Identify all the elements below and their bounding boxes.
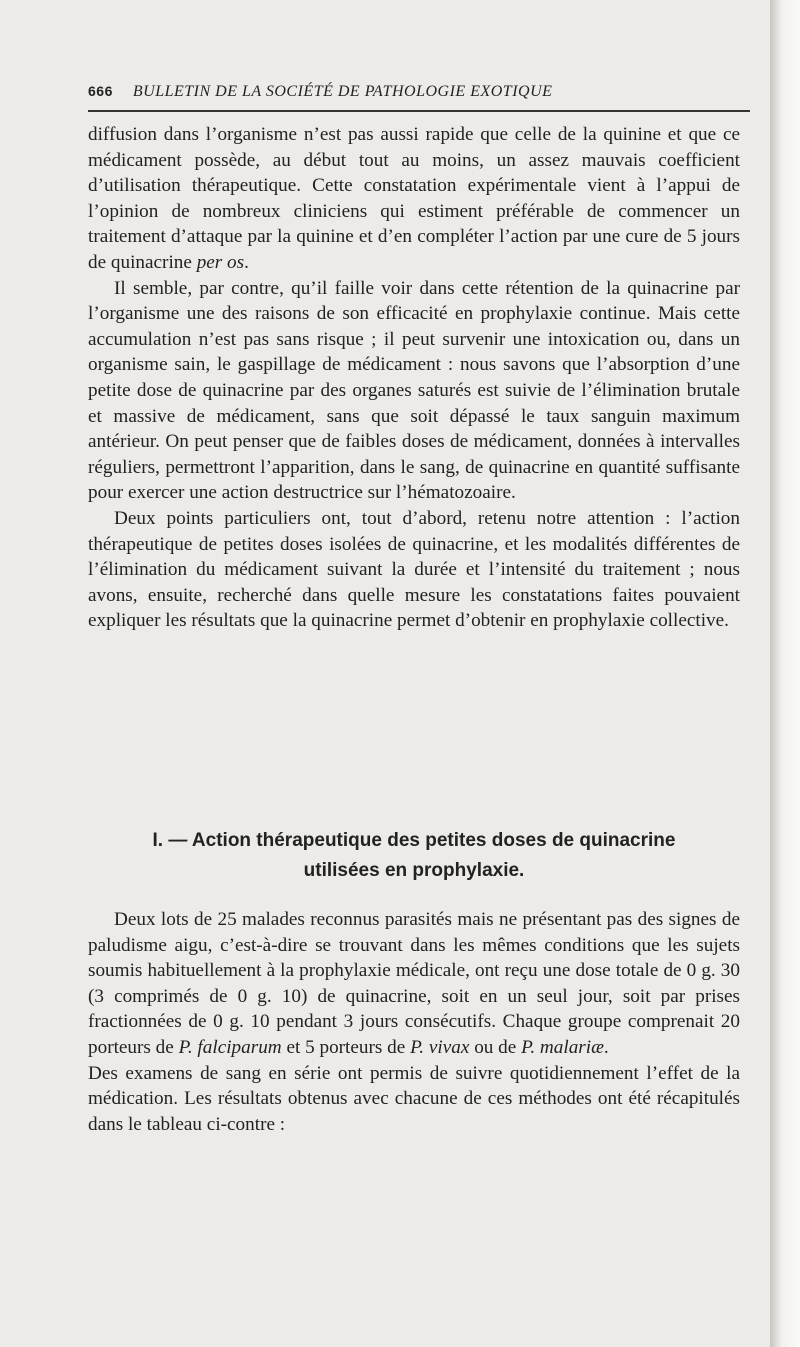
page-number: 666 [88, 83, 113, 99]
running-title: BULLETIN DE LA SOCIÉTÉ DE PATHOLOGIE EXOTIQUE [132, 83, 553, 100]
paragraph-1: diffusion dans l’organisme n’est pas aussi rapide que celle de la quinine et que ce médicament possède, au début tout au moins, un assez mauvais coefficient d’utilisation thérapeutique. Cette constatation expérimentale vient à l’appui de l’opinion de nombreux cliniciens qui estiment préférable de commencer un traitement d’attaque par la quinine et d’en compléter l’action par une cure de 5 jours de quinacrine per os. [88, 124, 740, 273]
body-text-top [88, 122, 740, 634]
species-name: P. malariæ [521, 1036, 604, 1058]
page-header [88, 83, 750, 101]
page-edge-shadow [770, 0, 800, 1347]
species-name: P. falciparum [178, 1036, 282, 1058]
paragraph-4: Deux lots de 25 malades reconnus parasités mais ne présentant pas des signes de paludisme aigu, c’est-à-dire se trouvant dans les mêmes conditions que les sujets soumis habituellement à la prophylaxie médicale, ont reçu une dose totale de 0 g. 30 (3 comprimés de 0 g. 10) de quinacrine, soit en un seul jour, soit par prises fractionnées de 0 g. 10 pendant 3 jours consécutifs. Chaque groupe comprenait 20 porteurs de P. falciparum et 5 porteurs de P. vivax ou de P. malariæ. [88, 909, 740, 1058]
header-rule [88, 110, 750, 112]
section-heading-line-2: utilisées en prophylaxie. [303, 860, 525, 881]
section-heading [88, 826, 740, 886]
body-text-bottom [88, 907, 740, 1137]
paragraph-3: Deux points particuliers ont, tout d’abord, retenu notre attention : l’action thérapeutique de petites doses isolées de quinacrine, et les modalités différentes de l’élimination du médicament suivant la durée et l’intensité du traitement ; nous avons, ensuite, recherché dans quelle mesure les constatations faites pouvaient expliquer les résultats que la quinacrine permet d’obtenir en prophylaxie collective. [88, 507, 740, 632]
paragraph-2: Il semble, par contre, qu’il faille voir dans cette rétention de la quinacrine par l’organisme une des raisons de son efficacité en prophylaxie continue. Mais cette accumulation n’est pas sans risque ; il peut survenir une intoxication ou, dans un organisme sain, le gaspillage de médicament : nous savons que l’absorption d’une petite dose de quinacrine par des organes saturés est suivie de l’élimination brutale et massive de médicament, sans que soit dépassé le taux sanguin maximum antérieur. On peut penser que de faibles doses de médicament, données à intervalles réguliers, permettront l’apparition, dans le sang, de quinacrine en quantité suffisante pour exercer une action destructrice sur l’hématozoaire. [88, 277, 740, 504]
latin-term: per os [196, 251, 245, 273]
species-name: P. vivax [410, 1036, 470, 1058]
paragraph-5: Des examens de sang en série ont permis de suivre quotidiennement l’effet de la médication. Les résultats obtenus avec chacune de ces méthodes ont été récapitulés dans le tableau ci-contre : [88, 1062, 740, 1135]
section-heading-line-1: I. — Action thérapeutique des petites doses de quinacrine [152, 830, 676, 851]
